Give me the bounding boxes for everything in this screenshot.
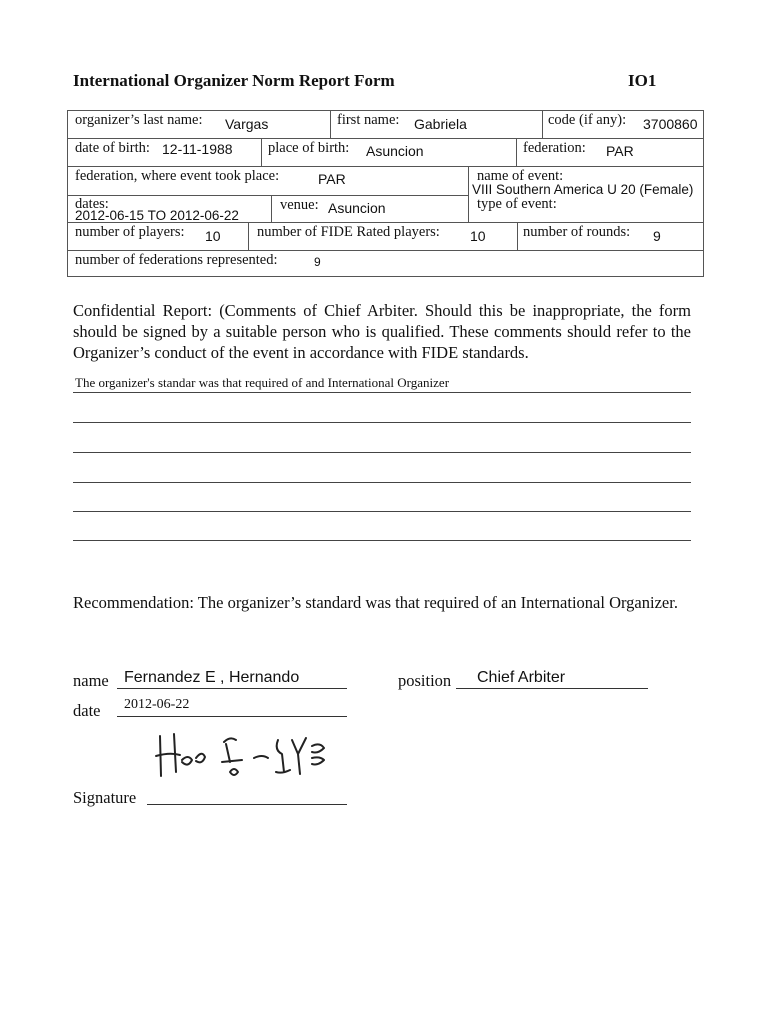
rounds-label: number of rounds: <box>523 224 631 240</box>
dob-value: 12-11-1988 <box>162 141 233 157</box>
col-divider <box>248 222 249 250</box>
row-divider <box>68 138 703 139</box>
comment-line <box>73 422 691 423</box>
code-label: code (if any): <box>548 112 627 128</box>
position-underline <box>456 688 648 689</box>
form-title: International Organizer Norm Report Form <box>73 71 395 90</box>
fide-players-value: 10 <box>470 228 486 244</box>
position-value: Chief Arbiter <box>477 669 566 686</box>
report-comment: The organizer's standar was that required of and International Organizer <box>75 375 450 390</box>
pob-label: place of birth: <box>268 140 350 156</box>
players-value: 10 <box>205 228 221 244</box>
players-label: number of players: <box>75 224 185 240</box>
dates-label: dates: <box>75 196 109 212</box>
comment-line <box>73 392 691 393</box>
last-name-value: Vargas <box>225 116 269 132</box>
code-value: 3700860 <box>643 116 698 132</box>
federation-label: federation: <box>523 140 586 156</box>
dates-value: 2012-06-15 TO 2012-06-22 <box>75 208 239 223</box>
event-name-value: VIII Southern America U 20 (Female) <box>472 182 694 197</box>
date-underline <box>117 716 347 717</box>
event-federation-label: federation, where event took place: <box>75 168 280 184</box>
event-type-label: type of event: <box>477 196 557 212</box>
row-divider <box>68 250 703 251</box>
comment-line <box>73 511 691 512</box>
name-value: Fernandez E , Hernando <box>124 669 300 686</box>
col-divider <box>542 111 543 138</box>
venue-label: venue: <box>280 197 319 213</box>
row-divider <box>68 195 468 196</box>
signature-label: Signature <box>73 788 137 807</box>
event-name-label: name of event: <box>477 168 564 184</box>
form-code: IO1 <box>628 71 657 90</box>
row-divider <box>68 166 703 167</box>
fide-players-label: number of FIDE Rated players: <box>257 224 440 240</box>
date-label: date <box>73 701 101 720</box>
first-name-label: first name: <box>337 112 400 128</box>
rounds-value: 9 <box>653 228 661 244</box>
name-underline <box>117 688 347 689</box>
dob-label: date of birth: <box>75 140 150 156</box>
col-divider <box>330 111 331 138</box>
col-divider <box>517 222 518 250</box>
comment-line <box>73 540 691 541</box>
last-name-label: organizer’s last name: <box>75 112 203 128</box>
pob-value: Asuncion <box>366 143 424 159</box>
position-label: position <box>398 671 452 690</box>
federation-value: PAR <box>606 143 634 159</box>
comment-line <box>73 452 691 453</box>
col-divider <box>468 166 469 222</box>
col-divider <box>516 138 517 166</box>
name-label: name <box>73 671 109 690</box>
signature-underline <box>147 804 347 805</box>
report-intro: Confidential Report: (Comments of Chief Arbiter. Should this be inappropriate, the form should be signed by a suitable person who is qualified. These comments should refer to the Organizer’s conduct of the event in accordance with FIDE standards. <box>73 301 691 362</box>
col-divider <box>271 195 272 222</box>
first-name-value: Gabriela <box>414 116 467 132</box>
venue-value: Asuncion <box>328 200 386 216</box>
event-federation-value: PAR <box>318 171 346 187</box>
handwritten-signature <box>150 728 365 788</box>
col-divider <box>261 138 262 166</box>
date-value: 2012-06-22 <box>124 697 190 712</box>
comment-line <box>73 482 691 483</box>
recommendation-text: Recommendation: The organizer’s standard was that required of an International Organizer. <box>73 593 678 612</box>
federations-value: 9 <box>314 255 321 269</box>
federations-label: number of federations represented: <box>75 252 278 268</box>
